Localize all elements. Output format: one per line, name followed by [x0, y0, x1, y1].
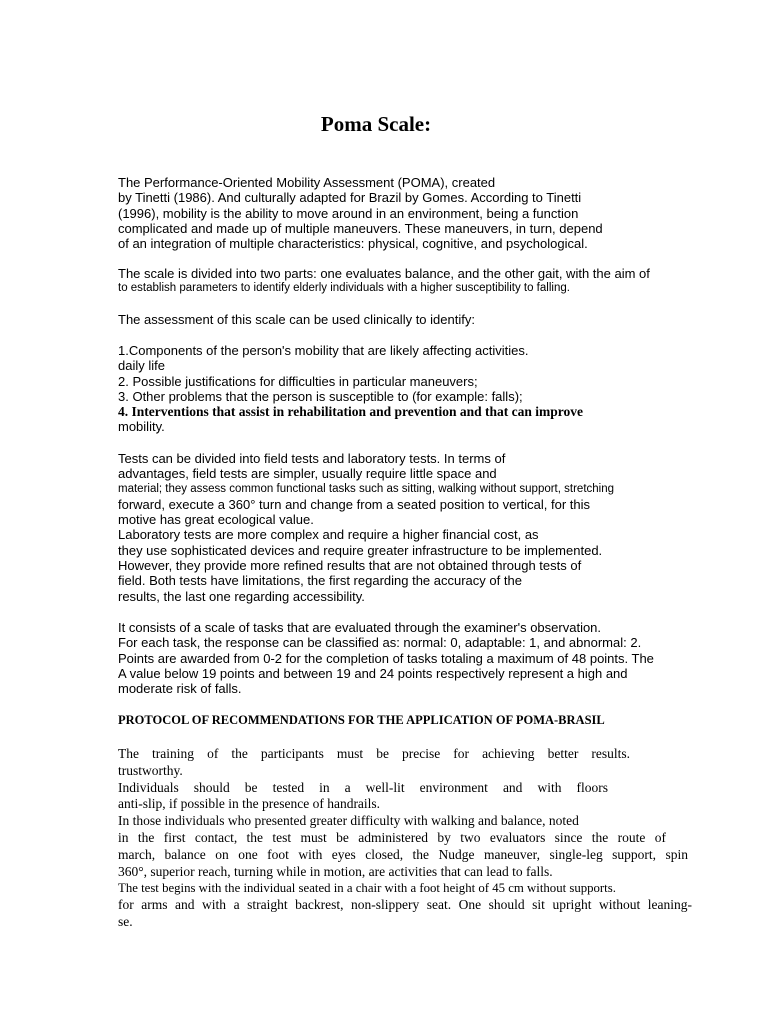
- list-item: 4. Interventions that assist in rehabilitation and prevention and that can improve: [118, 404, 584, 420]
- text-line: march, balance on one foot with eyes closed, the Nudge maneuver, single-leg support, spin: [118, 846, 688, 862]
- text-line: in the first contact, the test must be administered by two evaluators since the route of: [118, 829, 666, 845]
- text-line: forward, execute a 360° turn and change from a seated position to vertical, for this: [118, 496, 591, 512]
- text-line: se.: [118, 913, 133, 929]
- text-line: However, they provide more refined results that are not obtained through tests of: [118, 558, 582, 574]
- text-line: moderate risk of falls.: [118, 681, 242, 697]
- page-title: Poma Scale:: [320, 112, 432, 136]
- text-line: to establish parameters to identify elderly individuals with a higher susceptibility to falling.: [118, 282, 570, 295]
- text-line: Points are awarded from 0-2 for the completion of tasks totaling a maximum of 48 points. The: [118, 650, 654, 666]
- list-item: 1.Components of the person's mobility that are likely affecting activities.: [118, 343, 529, 358]
- text-line: for arms and with a straight backrest, non-slippery seat. One should sit upright without leaning-: [118, 897, 692, 913]
- text-line: (1996), mobility is the ability to move around in an environment, being a function: [118, 205, 579, 221]
- text-line: motive has great ecological value.: [118, 512, 314, 528]
- text-line: The assessment of this scale can be used clinically to identify:: [118, 312, 475, 327]
- text-line: Laboratory tests are more complex and require a higher financial cost, as: [118, 527, 539, 543]
- text-line: In those individuals who presented greater difficulty with walking and balance, noted: [118, 813, 579, 829]
- text-line: by Tinetti (1986). And culturally adapted for Brazil by Gomes. According to Tinetti: [118, 190, 582, 206]
- text-line: It consists of a scale of tasks that are evaluated through the examiner's observation.: [118, 620, 602, 635]
- clinical-use-paragraph: [118, 312, 698, 327]
- text-line: field. Both tests have limitations, the first regarding the accuracy of the: [118, 573, 522, 589]
- list-item: 2. Possible justifications for difficulties in particular maneuvers;: [118, 373, 478, 389]
- text-line: The scale is divided into two parts: one evaluates balance, and the other gait, with the aim of: [118, 266, 650, 281]
- list-item: 3. Other problems that the person is susceptible to (for example: falls);: [118, 388, 523, 404]
- list-item: mobility.: [118, 419, 165, 435]
- intro-paragraph: [118, 175, 698, 251]
- list-item: daily life: [118, 358, 165, 374]
- text-line: trustworthy.: [118, 762, 183, 778]
- identification-list: [118, 343, 698, 435]
- text-line: The training of the participants must be precise for achieving better results.: [118, 746, 630, 761]
- text-line: results, the last one regarding accessibility.: [118, 588, 365, 604]
- scoring-paragraph: [118, 620, 698, 696]
- scale-parts-paragraph: [118, 266, 698, 297]
- text-line: Tests can be divided into field tests and laboratory tests. In terms of: [118, 451, 506, 466]
- text-line: material; they assess common functional tasks such as sitting, walking without support, stretching: [118, 482, 615, 495]
- text-line: advantages, field tests are simpler, usually require little space and: [118, 466, 497, 482]
- section-heading: PROTOCOL OF RECOMMENDATIONS FOR THE APPLICATION OF POMA-BRASIL: [118, 713, 605, 727]
- text-line: they use sophisticated devices and require greater infrastructure to be implemented.: [118, 542, 603, 558]
- text-line: of an integration of multiple characteristics: physical, cognitive, and psychological.: [118, 236, 588, 252]
- text-line: The Performance-Oriented Mobility Assessment (POMA), created: [118, 175, 496, 190]
- text-line: Individuals should be tested in a well-lit environment and with floors: [118, 779, 608, 795]
- protocol-heading: [118, 712, 698, 729]
- text-line: anti-slip, if possible in the presence of handrails.: [118, 796, 381, 812]
- text-line: 360°, superior reach, turning while in motion, are activities that can lead to falls.: [118, 863, 553, 879]
- text-line: The test begins with the individual seated in a chair with a foot height of 45 cm without supports.: [118, 881, 616, 896]
- text-line: A value below 19 points and between 19 and 24 points respectively represent a high and: [118, 665, 628, 681]
- protocol-paragraph: [118, 746, 698, 931]
- text-line: complicated and made up of multiple maneuvers. These maneuvers, in turn, depend: [118, 220, 603, 236]
- text-line: For each task, the response can be classified as: normal: 0, adaptable: 1, and abnormal: 2.: [118, 635, 642, 651]
- tests-paragraph: [118, 451, 698, 604]
